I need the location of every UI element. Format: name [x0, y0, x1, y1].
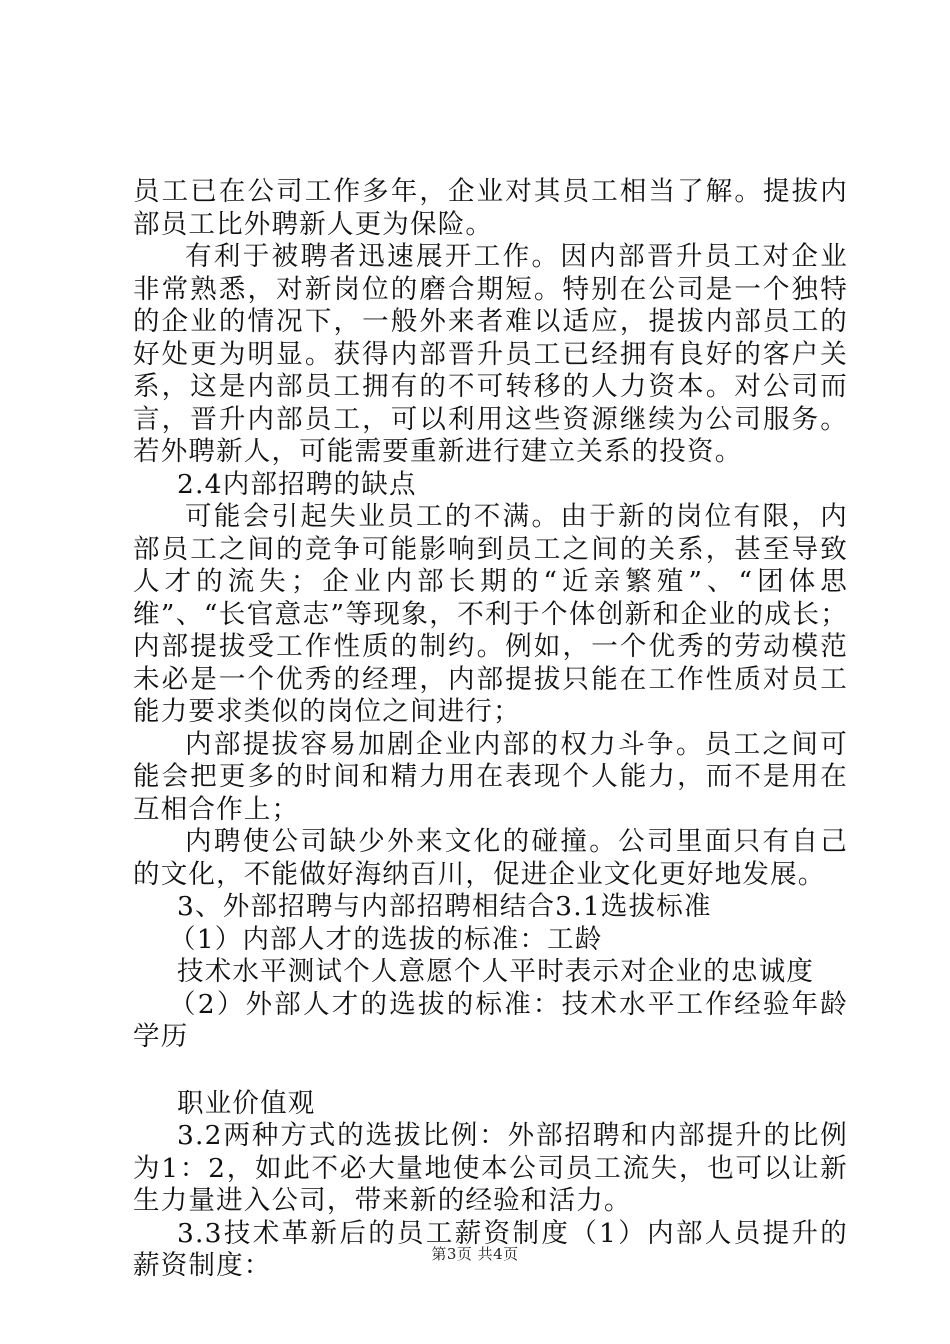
paragraph-3-3: 3.3技术革新后的员工薪资制度（1）内部人员提升的薪资制度： — [133, 1217, 848, 1281]
section-heading-2-4: 2.4内部招聘的缺点 — [177, 468, 417, 500]
list-item-external-criteria: （2）外部人才的选拔的标准：技术水平工作经验年龄学历 — [133, 988, 848, 1052]
section-heading-3: 3、外部招聘与内部招聘相结合3.1选拔标准 — [177, 891, 712, 922]
document-body — [133, 176, 848, 1283]
paragraph-3-2: 3.2两种方式的选拔比例：外部招聘和内部提升的比例为1：2，如此不必大量地使本公司员工流失，也可以让新生力量进入公司，带来新的经验和活力。 — [133, 1120, 848, 1216]
paragraph-5: 内聘使公司缺少外来文化的碰撞。公司里面只有自己的文化，不能做好海纳百川，促进企业文化更好地发展。 — [133, 826, 848, 890]
internal-criteria-detail: 技术水平测试个人意愿个人平时表示对企业的忠诚度 — [177, 956, 815, 987]
paragraph-1: 员工已在公司工作多年，企业对其员工相当了解。提拔内部员工比外聘新人更为保险。 — [133, 176, 848, 240]
page-number-footer: 第3页 共4页 — [431, 1245, 519, 1263]
paragraph-4: 内部提拔容易加剧企业内部的权力斗争。员工之间可能会把更多的时间和精力用在表现个人能力，而不是用在互相合作上； — [133, 728, 848, 825]
list-item-internal-criteria: （1）内部人才的选拔的标准：工龄 — [169, 923, 603, 955]
paragraph-3: 可能会引起失业员工的不满。由于新的岗位有限，内部员工之间的竞争可能影响到员工之间的关系，甚至导致人才的流失；企业内部长期的“近亲繁殖”、“团体思维”、“长官意志”等现象，不利于个体创新和企业的成长；内部提拔受工作性质的制约。例如，一个优秀的劳动模范未必是一个优秀的经理，内部提拔只能在工作性质对员工能力要求类似的岗位之间进行； — [133, 501, 848, 727]
paragraph-2: 有利于被聘者迅速展开工作。因内部晋升员工对企业非常熟悉，对新岗位的磨合期短。特别在公司是一个独特的企业的情况下，一般外来者难以适应，提拔内部员工的好处更为明显。获得内部晋升员工已经拥有良好的客户关系，这是内部员工拥有的不可转移的人力资本。对公司而言，晋升内部员工，可以利用这些资源继续为公司服务。若外聘新人，可能需要重新进行建立关系的投资。 — [133, 241, 848, 467]
external-criteria-detail: 职业价值观 — [177, 1087, 316, 1119]
